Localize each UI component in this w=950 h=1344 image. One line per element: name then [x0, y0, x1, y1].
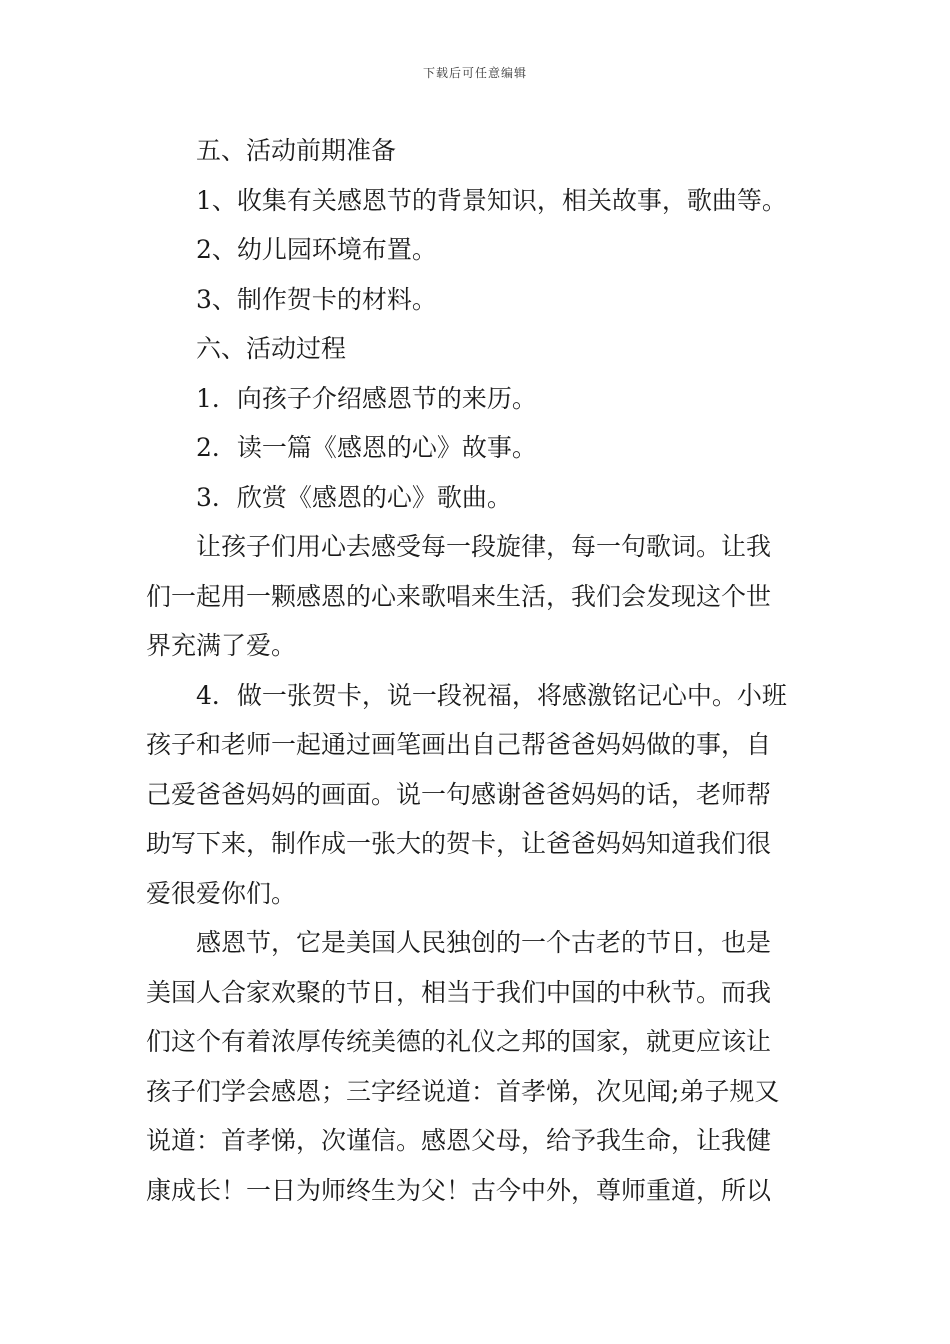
paragraph-song — [146, 522, 812, 671]
list-item: 2、幼儿园环境布置。 — [196, 235, 437, 264]
paragraph-line: 康成长！一日为师终生为父！古今中外，尊师重道，所以 — [146, 1175, 772, 1205]
paragraph-line: 们一起用一颗感恩的心来歌唱来生活，我们会发现这个世 — [146, 581, 772, 611]
document-body — [146, 126, 812, 1215]
section-heading-process: 六、活动过程 — [196, 334, 347, 363]
list-item: 3、制作贺卡的材料。 — [196, 284, 437, 314]
page-header: 下载后可任意编辑 — [422, 66, 527, 80]
list-item: 2．读一篇《感恩的心》故事。 — [196, 433, 537, 462]
paragraph-line: 助写下来，制作成一张大的贺卡，让爸爸妈妈知道我们很 — [146, 829, 772, 858]
section-heading-prep: 五、活动前期准备 — [196, 136, 397, 165]
list-item: 1、收集有关感恩节的背景知识，相关故事，歌曲等。 — [196, 185, 787, 215]
paragraph-line: 己爱爸爸妈妈的画面。说一句感谢爸爸妈妈的话，老师帮 — [146, 779, 772, 809]
paragraph-line: 说道：首孝悌，次谨信。感恩父母，给予我生命，让我健 — [146, 1126, 772, 1155]
paragraph-line: 感恩节，它是美国人民独创的一个古老的节日，也是 — [196, 928, 772, 957]
list-item: 3．欣赏《感恩的心》歌曲。 — [196, 482, 512, 512]
paragraph-line: 爱很爱你们。 — [146, 878, 297, 908]
paragraph-line: 孩子和老师一起通过画笔画出自己帮爸爸妈妈做的事，自 — [146, 730, 772, 759]
paragraph-line: 界充满了爱。 — [146, 631, 297, 660]
paragraph-line: 让孩子们用心去感受每一段旋律，每一句歌词。让我 — [196, 532, 772, 561]
steps-list — [146, 374, 812, 523]
paragraph-thanksgiving — [146, 918, 812, 1215]
prep-list — [146, 176, 812, 325]
list-item: 1．向孩子介绍感恩节的来历。 — [196, 383, 537, 413]
paragraph-line: 4．做一张贺卡，说一段祝福，将感激铭记心中。小班 — [196, 680, 787, 710]
paragraph-line: 美国人合家欢聚的节日，相当于我们中国的中秋节。而我 — [146, 977, 772, 1007]
paragraph-line: 孩子们学会感恩；三字经说道：首孝悌，次见闻;弟子规又 — [146, 1076, 780, 1106]
paragraph-line: 们这个有着浓厚传统美德的礼仪之邦的国家，就更应该让 — [146, 1027, 772, 1056]
paragraph-card — [146, 671, 812, 919]
